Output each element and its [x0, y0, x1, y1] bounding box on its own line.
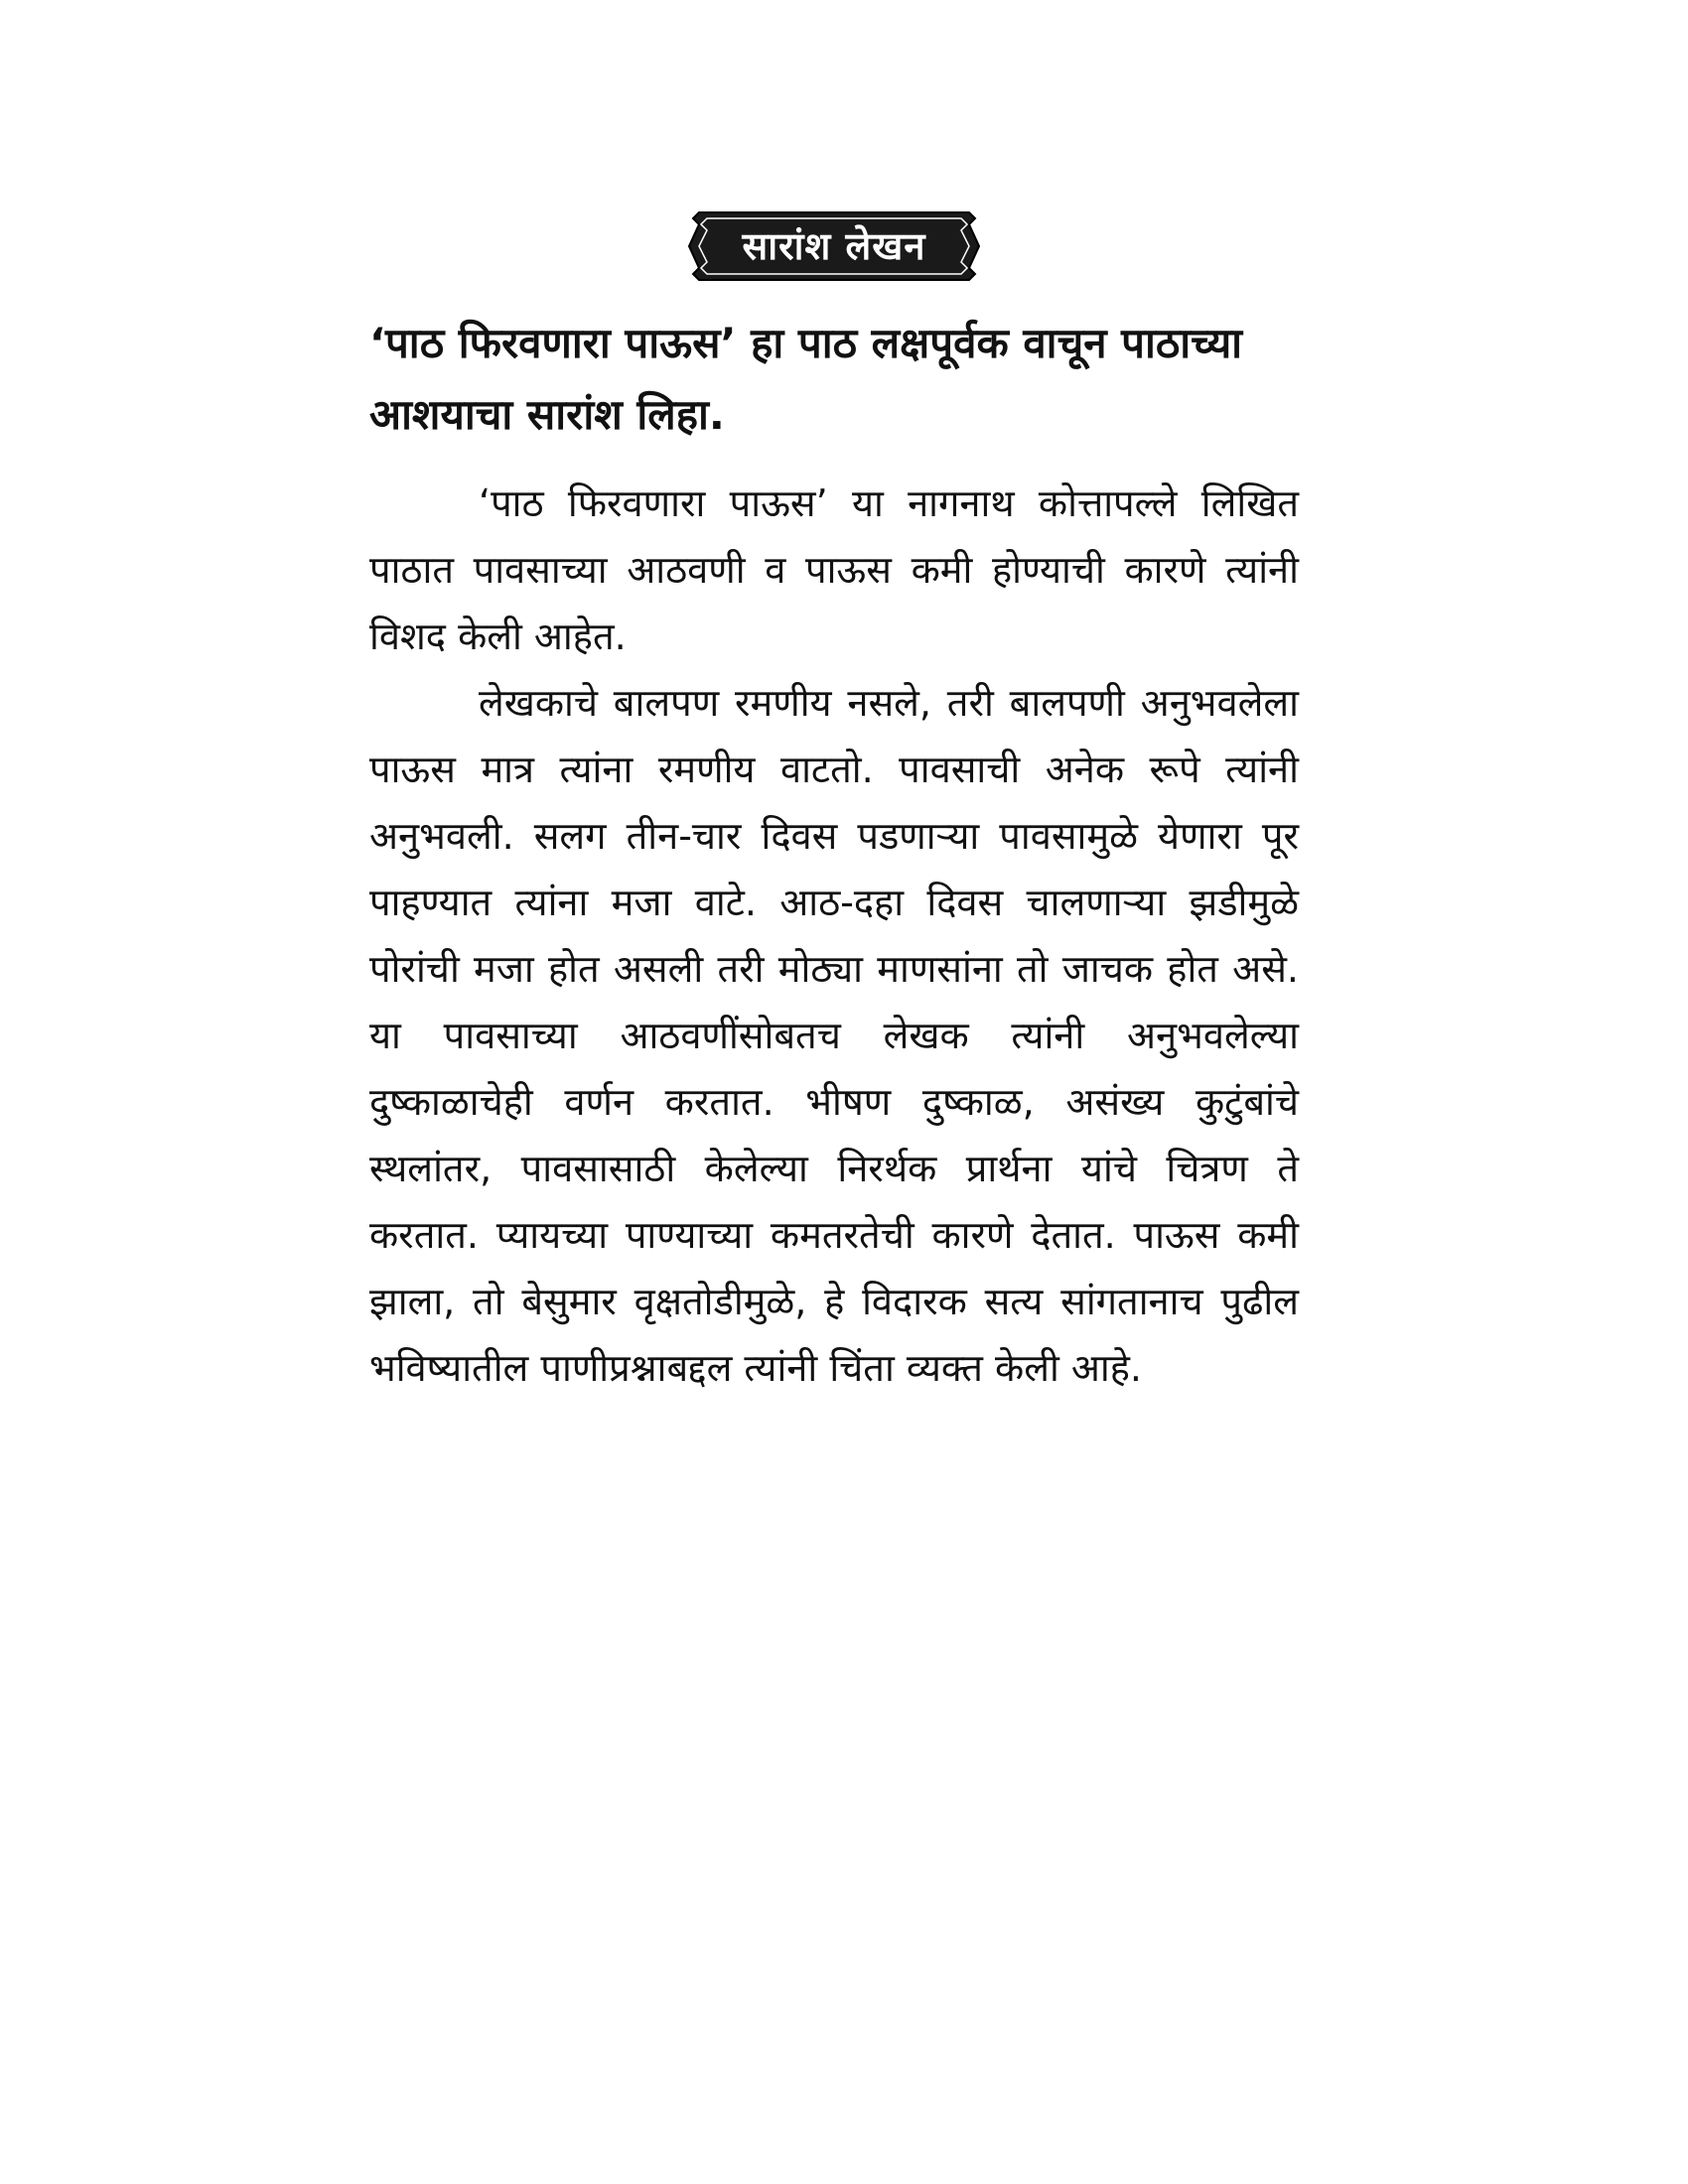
main-content [369, 308, 1299, 1402]
section-heading-label: सारांश लेखन [742, 224, 926, 268]
summary-paragraph-2: लेखकाचे बालपण रमणीय नसले, तरी बालपणी अनुभवलेला पाऊस मात्र त्यांना रमणीय वाटतो. पावसाची अनेक रूपे त्यांनी अनुभवली. सलग तीन-चार दिवस पडणाऱ्या पावसामुळे येणारा पूर पाहण्यात त्यांना मजा वाटे. आठ-दहा दिवस चालणाऱ्या झडीमुळे पोरांची मजा होत असली तरी मोठ्या माणसांना तो जाचक होत असे. या पावसाच्या आठवणींसोबतच लेखक त्यांनी अनुभवलेल्या दुष्काळाचेही वर्णन करतात. भीषण दुष्काळ, असंख्य कुटुंबांचे स्थलांतर, पावसासाठी केलेल्या निरर्थक प्रार्थना यांचे चित्रण ते करतात. प्यायच्या पाण्याच्या कमतरतेची कारणे देतात. पाऊस कमी झाला, तो बेसुमार वृक्षतोडीमुळे, हे विदारक सत्य सांगतानाच पुढील भविष्यातील पाणीप्रश्नाबद्दल त्यांनी चिंता व्यक्त केली आहे. [369, 681, 1299, 1390]
section-heading-badge [685, 208, 983, 284]
summary-paragraph-1: ‘पाठ फिरवणारा पाऊस’ या नागनाथ कोत्तापल्ले लिखित पाठात पावसाच्या आठवणी व पाऊस कमी होण्याची कारणे त्यांनी विशद केली आहेत. [369, 481, 1299, 658]
question-prompt: ‘पाठ फिरवणारा पाऊस’ हा पाठ लक्षपूर्वक वाचून पाठाच्या आशयाचा सारांश लिहा. [369, 319, 1243, 439]
